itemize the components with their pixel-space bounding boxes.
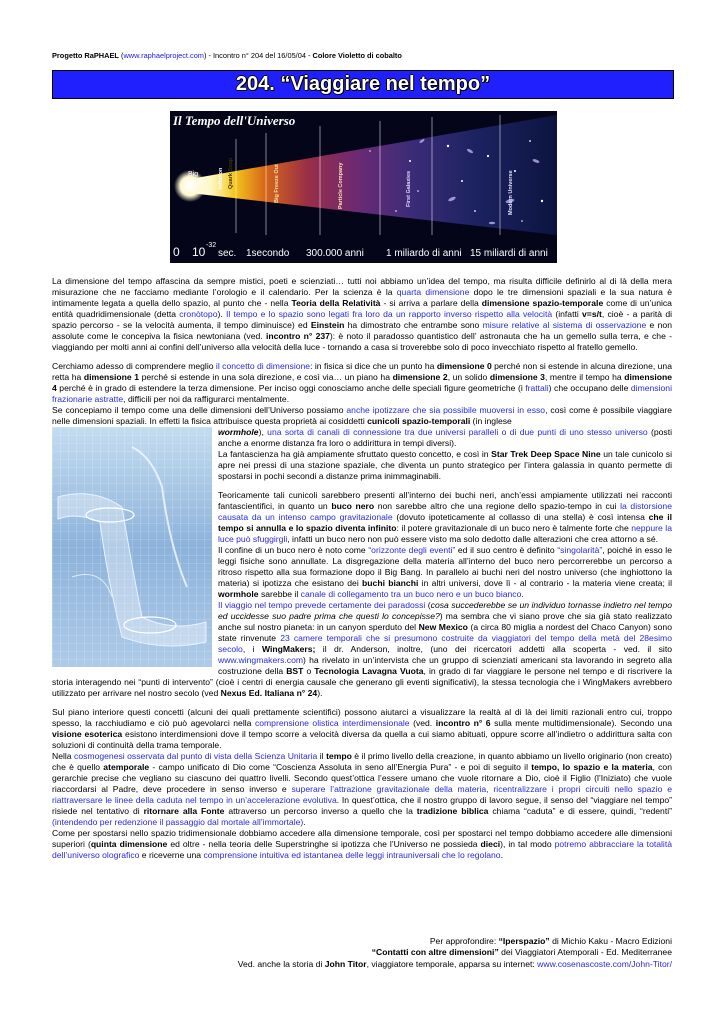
era-label-quark-soup: Quark Soup bbox=[228, 157, 234, 189]
meeting-info: - Incontro n° 204 del 16/05/04 - bbox=[206, 51, 313, 60]
reference-line-3: Ved. anche la storia di John Titor, viaggiatore temporale, apparsa su internet: www.cosenascoste.com/John-Titor/ bbox=[237, 958, 672, 969]
timeline-exponent: -32 bbox=[206, 242, 217, 249]
big-bang-label-2: Bang bbox=[186, 179, 203, 186]
big-bang-label-1: Big bbox=[188, 171, 199, 178]
timeline-seconds: sec. bbox=[218, 248, 237, 259]
paragraph-wormholes: Se concepiamo il tempo come una delle dimensioni dell’Universo possiamo anche ipotizzare che sia possibile muoversi in esso, così come è possibile viaggiare nelle dimensioni spaziali. In effetti la fisica attribuisce questa proprietà ai cosiddetti cunicoli spazio-temporali (in inglese wormhole), una sorta di canali di connessione tra due universi paralleli o di due punti di uno stesso universo (posti anche a enorme distanza fra loro o addirittura in tempi diversi). La fantascienza ha già ampiamente sfruttato questo concetto, e così in Star Trek Deep Space Nine un tale cunicolo si apre nei pressi di una stazione spaziale, che diventa un punto strategico per l’intera galassia in quanto permette di spostarsi in pochi secondi a distanze prima inimmaginabili. bbox=[52, 405, 672, 482]
timeline-15-billion-years: 15 miliardi di anni bbox=[470, 248, 548, 259]
paragraph-star-trek: La fantascienza ha già ampiamente sfruttato questo concetto, e così in Star Trek Deep Space Nine un tale cunicolo si apre nei pressi di una stazione spaziale, che diventa un punto strategico per l’intera galassia in quanto permette di spostarsi in pochi secondi a distanze prima inimmaginabili. bbox=[218, 449, 672, 481]
paragraph-dimension-concept: Cerchiamo adesso di comprendere meglio il concetto di dimensione: in fisica si dice che un punto ha dimensione 0 perché non si estende in alcuna direzione, una retta ha dimensione 1 perché si estende in una sola direzione, e così via… un piano ha dimensione 2, un solido dimensione 3, mentre il tempo ha dimensione 4 perché è in grado di estendere la terza dimensione. Per inciso oggi conosciamo anche delle speciali figure geometriche (i frattali) che occupano delle dimensioni frazionarie astratte, difficili per noi da raffigurarci mentalmente. bbox=[52, 361, 673, 404]
timeline-zero: 0 bbox=[173, 245, 180, 259]
timeline-heading: Il Tempo dell'Universo bbox=[173, 113, 296, 128]
paragraph-black-holes: Teoricamente tali cunicoli sarebbero presenti all’interno dei buchi neri, anch’essi ampiamente utilizzati nei racconti fantascientifici, in quanto un buco nero non sarebbe altro che una regione dello spazio-tempo in cui la distorsione causata da un intenso campo gravitazionale (dovuto ipoteticamente al collasso di una stella) è così intensa che il tempo si annulla e lo spazio diventa infinito: il potere gravitazionale di un buco nero è talmente forte che neppure la luce può sfuggirgli, infatti un buco nero non può essere visto ma solo dedotto dalle alterazioni che crea attorno a sé. bbox=[218, 490, 672, 544]
paragraph-event-horizon: Il confine di un buco nero è noto come “orizzonte degli eventi” ed il suo centro è definito “singolarità”, poiché in esso le leggi fisiche sono annullate. La disgregazione della materia all’interno del buco nero percorrerebbe un percorso a ritroso rispetto alla sua formazione dopo il Big Bang. In parallelo ai buchi neri del nostro universo (che inghiottono la materia) si ipotizza che esistano dei buchi bianchi in altri universi, dove lì - al contrario - la materia viene creata; il wormhole sarebbe il canale di collegamento tra un buco nero e un buco bianco. bbox=[218, 545, 672, 599]
era-label-first-galaxies: First Galaxies bbox=[406, 170, 412, 207]
paragraph-inner-plane: Sul piano interiore questi concetti (alcuni dei quali prettamente scientifici) possono aiutarci a visualizzare la realtà al di là dei limiti razionali entro cui, troppo spesso, la racchiudiamo e ciò può agevolarci nella comprensione olistica interdimensionale (ved. incontro n° 6 sulla mente multidimensionale). Secondo una visione esoterica esistono interdimensioni dove il tempo scorre a velocità diversa da quella a cui siamo abituati, oppure scorre all’indietro o addirittura salta con soluzioni di continuità della trama temporale. bbox=[52, 707, 672, 750]
references-footer bbox=[52, 936, 672, 970]
reference-line-1: Per approfondire: “Iperspazio” di Michio Kaku - Macro Edizioni bbox=[429, 936, 672, 946]
era-label-inflation: Inflation bbox=[218, 167, 224, 189]
title-bar bbox=[52, 70, 674, 99]
timeline-300000-years: 300.000 anni bbox=[306, 248, 364, 259]
wormhole-illustration bbox=[52, 427, 212, 667]
timeline-1-billion-years: 1 miliardo di anni bbox=[386, 248, 462, 259]
paragraph-time-dimension: La dimensione del tempo affascina da sempre mistici, poeti e scienziati… tutti noi abbiamo un’idea del tempo, ma risulta difficile definirlo al di là della mera misurazione che ne facciamo mediante l’orologio e il calendario. Per la scienza è la quarta dimensione dopo le tre dimensioni spaziali e la sua natura è intimamente legata a quella dello spazio, al punto che - nella Teoria della Relatività - si arriva a parlare della dimensione spazio-temporale come di un’unica entità quadridimensionale (detta cronòtopo). Il tempo e lo spazio sono legati fra loro da un rapporto inverso rispetto alla velocità (infatti v=s/t, cioè - a parità di spazio percorso - se la velocità aumenta, il tempo diminuisce) ed Einstein ha dimostrato che entrambe sono misure relative al sistema di osservazione e non assolute come le concepiva la fisica newtoniana (ved. incontro n° 237): è noto il paradosso quantistico dell’ astronauta che ha un gemello sulla terra, e che - viaggiando per molti anni ai confini dell’universo alla velocità della luce - tornando a casa si troverebbe solo di poco invecchiato rispetto al fratello gemello. bbox=[52, 276, 673, 352]
wingmakers-link[interactable]: www.wingmakers.com bbox=[218, 655, 304, 665]
john-titor-link[interactable]: www.cosenascoste.com/John-Titor/ bbox=[537, 958, 672, 969]
paragraph-time-travel-paradox: Il viaggio nel tempo prevede certamente dei paradossi (cosa succederebbe se un individuo tornasse indietro nel tempo ed uccidesse suo padre prima che questi lo concepisse?) ma sembra che vi siano prove che sia già stato realizzato anche sul nostro pianeta: in un canyon sperduto del New Mexico (a circa 80 miglia a nordest del Chaco Canyon) sono state rinvenute 23 camere temporali che si presumono costruite da viaggiatori del tempo della metà del 28esimo secolo, i WingMakers; il dr. Anderson, inoltre, (uno dei ricercatori addetti alla scoperta - ved. il sito www.wingmakers.com) ha rivelato in un’intervista che un gruppo di scienziati americani sta lavorando in segreto alla costruzione della BST o Tecnologia Lavagna Vuota, in grado di far viaggiare le persone nel tempo e di riscrivere la storia interagendo nei “punti di intervento” (cioè i centri di energia causale che generano gli eventi significativi), la stessa tecnologia che i WingMakers avrebbero utilizzato per arrivare nel nostro secolo (ved Nexus Ed. Italiana n° 24). bbox=[52, 600, 673, 698]
page-title: 204. “Viaggiare nel tempo” bbox=[235, 73, 491, 95]
universe-timeline-graphic bbox=[170, 111, 557, 263]
project-site-link[interactable]: www.raphaelproject.com bbox=[123, 51, 204, 60]
era-label-modern-universe: Modern Universe bbox=[508, 170, 514, 215]
page-header: Progetto RaPHAEL (www.raphaelproject.com) - Incontro n° 204 del 16/05/04 - Colore Violetto di cobalto bbox=[52, 51, 402, 60]
paragraph-cosmogenesis: Nella cosmogenesi osservata dal punto di vista della Scienza Unitaria il tempo è il primo livello della creazione, in quanto abbiamo un livello originario (non creato) che è quello atemporale - campo unificato di Dio come “Coscienza Assoluta in seno all’Energia Pura” - e poi di seguito il tempo, lo spazio e la materia, con gerarchie precise che vegliano su ciascuno dei quattro livelli. Secondo quest’ottica l’essere umano che vuole ritornare a Dio, cioè il Figlio (l’Iniziato) che vuole riaccordarsi al Padre, deve procedere in senso inverso e superare l’attrazione gravitazionale della materia, ricentralizzare i propri circuiti nello spazio e riattraversare le linee della caduta nel tempo in un’accelerazione evolutiva. In quest’ottica, che il nostro gruppo di lavoro segue, il senso del “viaggiare nel tempo” risiede nel tentativo di ritornare alla Fonte attraverso un percorso inverso a quello che la tradizione biblica chiama “caduta” e di essere, quindi, “redenti” (intendendo per redenzione il passaggio dal mortale all’immortale). bbox=[52, 751, 672, 827]
reference-line-2: “Contatti con altre dimensioni” dei Viaggiatori Atemporali - Ed. Mediterranee bbox=[371, 947, 672, 958]
era-label-big-freeze-out: Big Freeze Out bbox=[274, 164, 280, 203]
timeline-ten: 10 bbox=[192, 245, 206, 259]
era-label-particle-company: Particle Company bbox=[338, 162, 344, 209]
paragraph-higher-dimensions: Come per spostarsi nello spazio tridimensionale dobbiamo accedere alla dimensione temporale, così per spostarci nel tempo dobbiamo accedere alle dimensioni superiori (quinta dimensione ed oltre - nella teoria delle Superstringhe si ipotizza che l’Universo ne possieda dieci), in tal modo potremo abbracciare la totalità dell’universo olografico e riceverne una comprensione intuitiva ed istantanea delle leggi intrauniversali che lo regolano. bbox=[52, 828, 672, 860]
universe-timeline-image bbox=[170, 111, 557, 263]
meeting-color: Colore Violetto di cobalto bbox=[312, 51, 402, 60]
project-name: Progetto RaPHAEL bbox=[52, 51, 119, 60]
article-body bbox=[52, 276, 672, 861]
timeline-one-second: 1secondo bbox=[246, 248, 290, 259]
